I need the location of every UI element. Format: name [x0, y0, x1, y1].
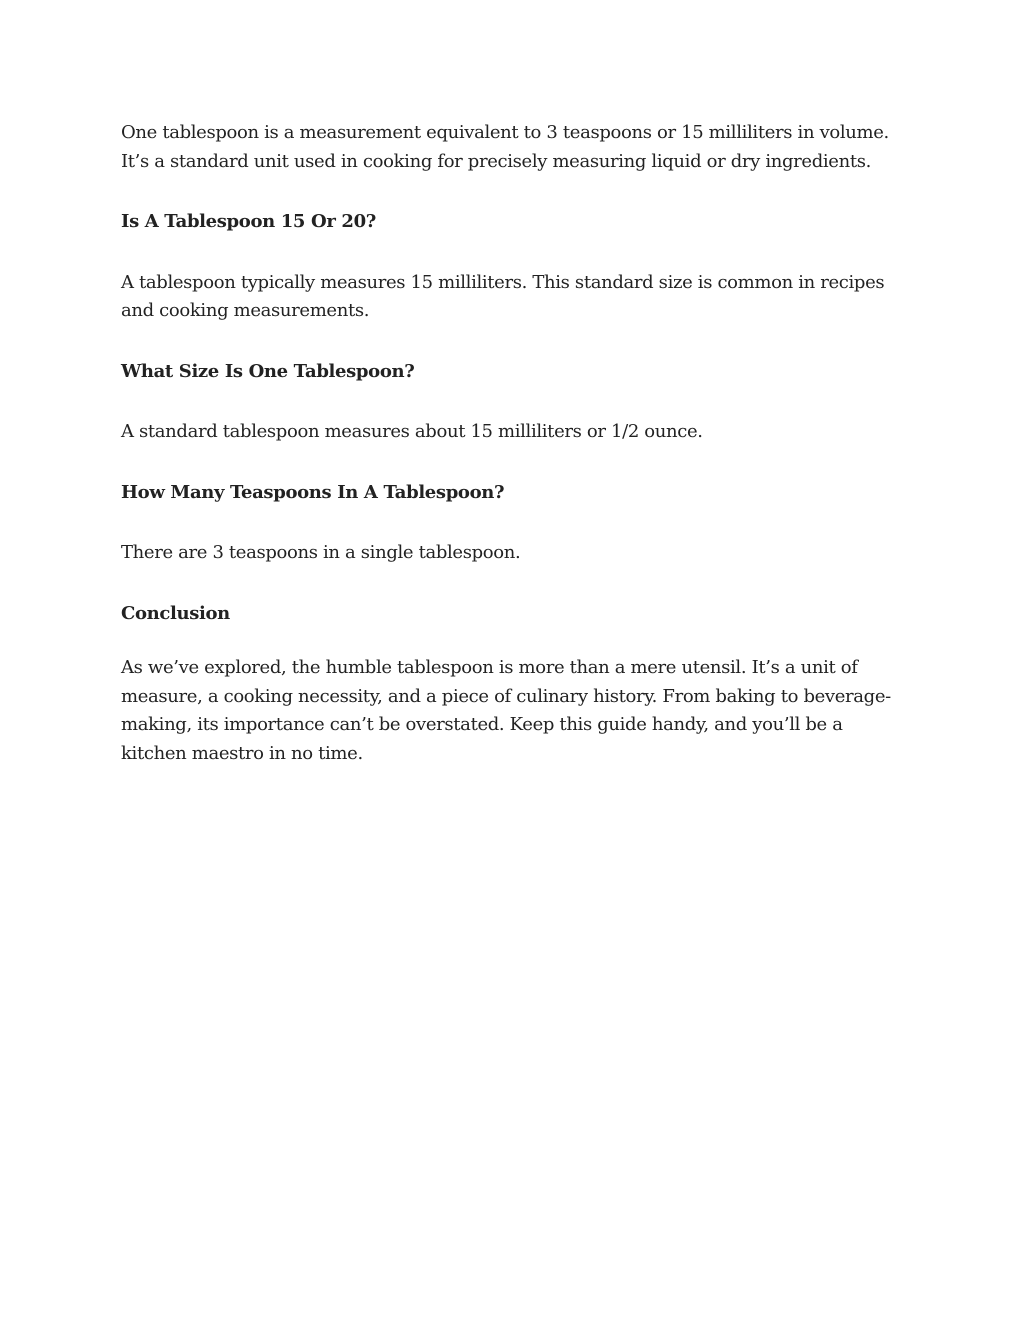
answer-paragraph-tablespoon-size: A standard tablespoon measures about 15 milliliters or 1/2 ounce.	[121, 421, 703, 442]
answer-paragraph-teaspoons-per-tablespoon: There are 3 teaspoons in a single tablespoon.	[121, 542, 521, 563]
document-page	[121, 119, 911, 800]
section-heading-tablespoon-15-or-20: Is A Tablespoon 15 Or 20?	[121, 211, 376, 232]
intro-paragraph: One tablespoon is a measurement equivalent to 3 teaspoons or 15 milliliters in volume. It’s a standard unit used in cooking for precisely measuring liquid or dry ingredients.	[121, 122, 889, 172]
section-heading-conclusion: Conclusion	[121, 602, 230, 624]
answer-paragraph-tablespoon-15-or-20: A tablespoon typically measures 15 milliliters. This standard size is common in recipes and cooking measurements.	[121, 271, 885, 321]
section-heading-tablespoon-size: What Size Is One Tablespoon?	[121, 360, 415, 382]
section-heading-teaspoons-per-tablespoon: How Many Teaspoons In A Tablespoon?	[121, 481, 505, 503]
conclusion-paragraph: As we’ve explored, the humble tablespoon is more than a mere utensil. It’s a unit of measure, a cooking necessity, and a piece of culinary history. From baking to beverage- making, its importance can’t be overstated. Keep this guide handy, and you’ll be a kitchen maestro in no time.	[121, 657, 891, 764]
